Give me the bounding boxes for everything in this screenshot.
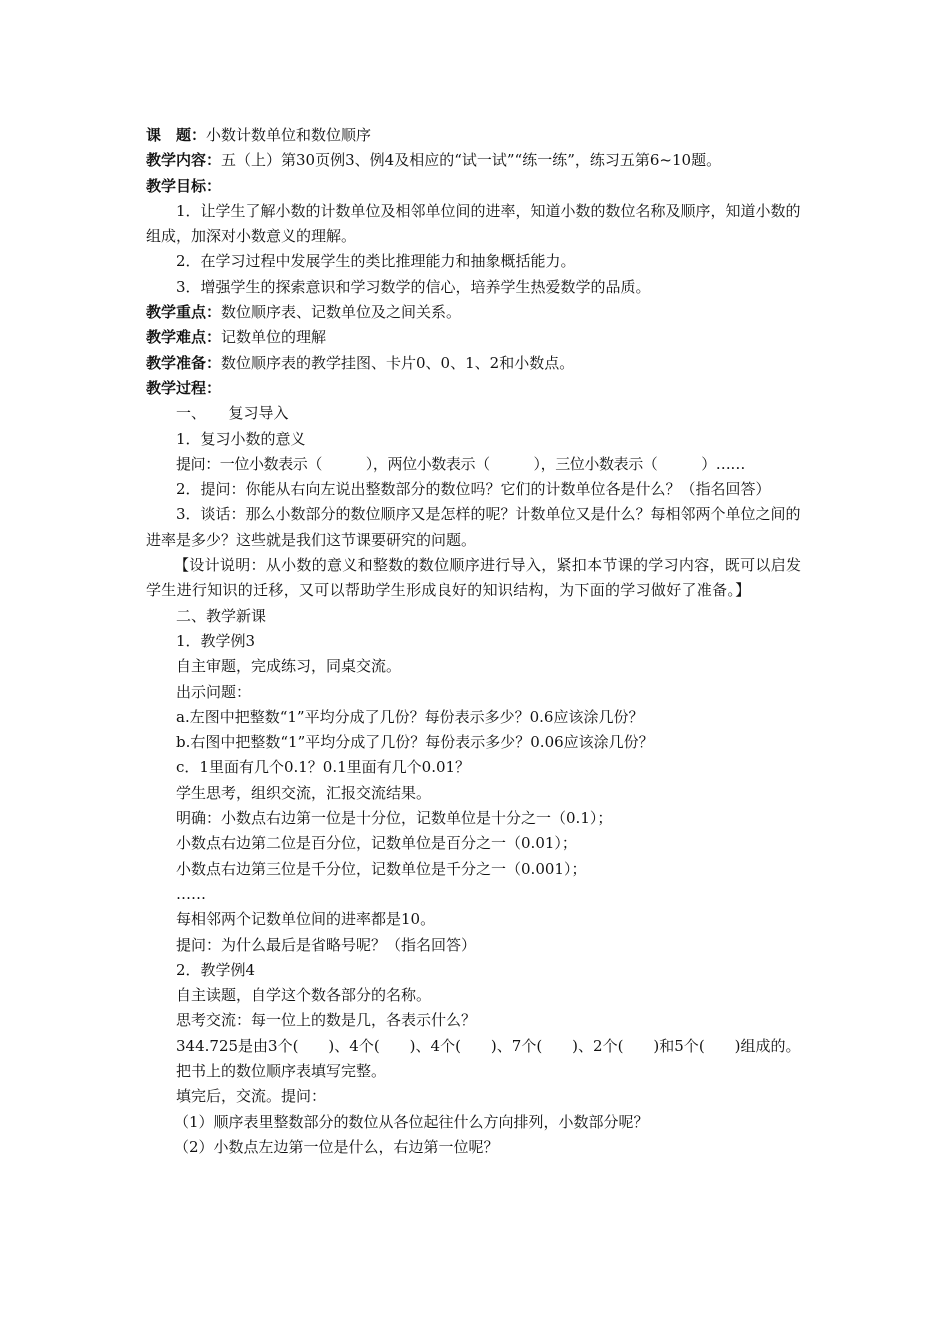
- process-heading: 教学过程：: [146, 378, 222, 397]
- goal-item: 2．在学习过程中发展学生的类比推理能力和抽象概括能力。: [176, 252, 576, 271]
- section2-line: 2．教学例4: [176, 960, 256, 979]
- section2-line: 出示问题：: [176, 682, 252, 701]
- topic-label: 课 题：: [146, 126, 207, 144]
- section1-title: 一、 复习导入: [176, 404, 289, 423]
- section2-line: 明确：小数点右边第一位是十分位，记数单位是十分之一（0.1）；: [176, 809, 613, 828]
- section2-line: a.左图中把整数“1”平均分成了几份？每份表示多少？0.6应该涂几份？: [176, 707, 644, 726]
- section1-line: 3．谈话：那么小数部分的数位顺序又是怎样的呢？计数单位又是什么？每相邻两个单位之间的进率是多少？这些就是我们这节课要研究的问题。: [146, 505, 801, 549]
- key-points-value: 数位顺序表、记数单位及之间关系。: [221, 303, 462, 322]
- section2-line: 小数点右边第三位是千分位，记数单位是千分之一（0.001）；: [176, 859, 587, 878]
- section2-line: 把书上的数位顺序表填写完整。: [176, 1061, 387, 1080]
- section2-line: 自主读题，自学这个数各部分的名称。: [176, 986, 432, 1005]
- ellipsis-line: ……: [176, 884, 206, 903]
- topic-value: 小数计数单位和数位顺序: [206, 126, 372, 144]
- section2-line: c．1里面有几个0.1？0.1里面有几个0.01？: [176, 758, 471, 777]
- section2-line: 思考交流：每一位上的数是几，各表示什么？: [176, 1011, 477, 1030]
- topic-line: [146, 123, 810, 148]
- section2-line: 344.725是由3个( )、4个( )、4个( )、7个( )、2个( )和5个( )组成的。: [176, 1036, 801, 1055]
- content-value: 五（上）第30页例3、例4及相应的“试一试”“练一练”，练习五第6~10题。: [221, 151, 722, 170]
- section2-line: 1．教学例3: [176, 631, 256, 650]
- goal-item: 3．增强学生的探索意识和学习数学的信心，培养学生热爱数学的品质。: [176, 277, 651, 296]
- section1-line: 1．复习小数的意义: [176, 429, 306, 448]
- difficulty-line: [146, 325, 810, 350]
- goal-item: 1．让学生了解小数的计数单位及相邻单位间的进率，知道小数的数位名称及顺序，知道小数的组成，加深对小数意义的理解。: [146, 201, 801, 246]
- section2-line: 自主审题，完成练习，同桌交流。: [176, 657, 402, 676]
- design-note: 【设计说明：从小数的意义和整数的数位顺序进行导入，紧扣本节课的学习内容，既可以启发学生进行知识的迁移，又可以帮助学生形成良好的知识结构，为下面的学习做好了准备。】: [146, 556, 802, 600]
- preparation-label: 教学准备：: [146, 353, 222, 372]
- section2-line: 小数点右边第二位是百分位，记数单位是百分之一（0.01）；: [176, 834, 577, 853]
- key-points-label: 教学重点：: [146, 303, 222, 322]
- section2-line: 提问：为什么最后是省略号呢？（指名回答）: [176, 935, 477, 954]
- content-line: [146, 148, 810, 173]
- lesson-plan: [146, 123, 810, 1160]
- section2-line: （2）小数点左边第一位是什么，右边第一位呢？: [174, 1137, 499, 1156]
- section2-line: b.右图中把整数“1”平均分成了几份？每份表示多少？0.06应该涂几份？: [176, 733, 654, 752]
- preparation-value: 数位顺序表的教学挂图、卡片0、0、1、2和小数点。: [221, 353, 575, 372]
- difficulty-value: 记数单位的理解: [221, 328, 327, 347]
- section2-line: 学生思考，组织交流，汇报交流结果。: [176, 783, 432, 802]
- section2-line: 填完后，交流。提问：: [176, 1087, 327, 1106]
- section2-line: 每相邻两个记数单位间的进率都是10。: [176, 910, 436, 929]
- section2-title: 二、教学新课: [176, 606, 267, 625]
- content-label: 教学内容：: [146, 151, 222, 170]
- difficulty-label: 教学难点：: [146, 328, 222, 347]
- key-points-line: [146, 300, 810, 325]
- preparation-line: [146, 351, 810, 376]
- section1-line: 提问：一位小数表示（ ），两位小数表示（ ），三位小数表示（ ）……: [176, 454, 746, 473]
- section2-line: （1）顺序表里整数部分的数位从各位起往什么方向排列，小数部分呢？: [174, 1112, 649, 1131]
- goals-heading: 教学目标：: [146, 176, 222, 195]
- section1-line: 2．提问：你能从右向左说出整数部分的数位吗？它们的计数单位各是什么？（指名回答）: [176, 480, 771, 499]
